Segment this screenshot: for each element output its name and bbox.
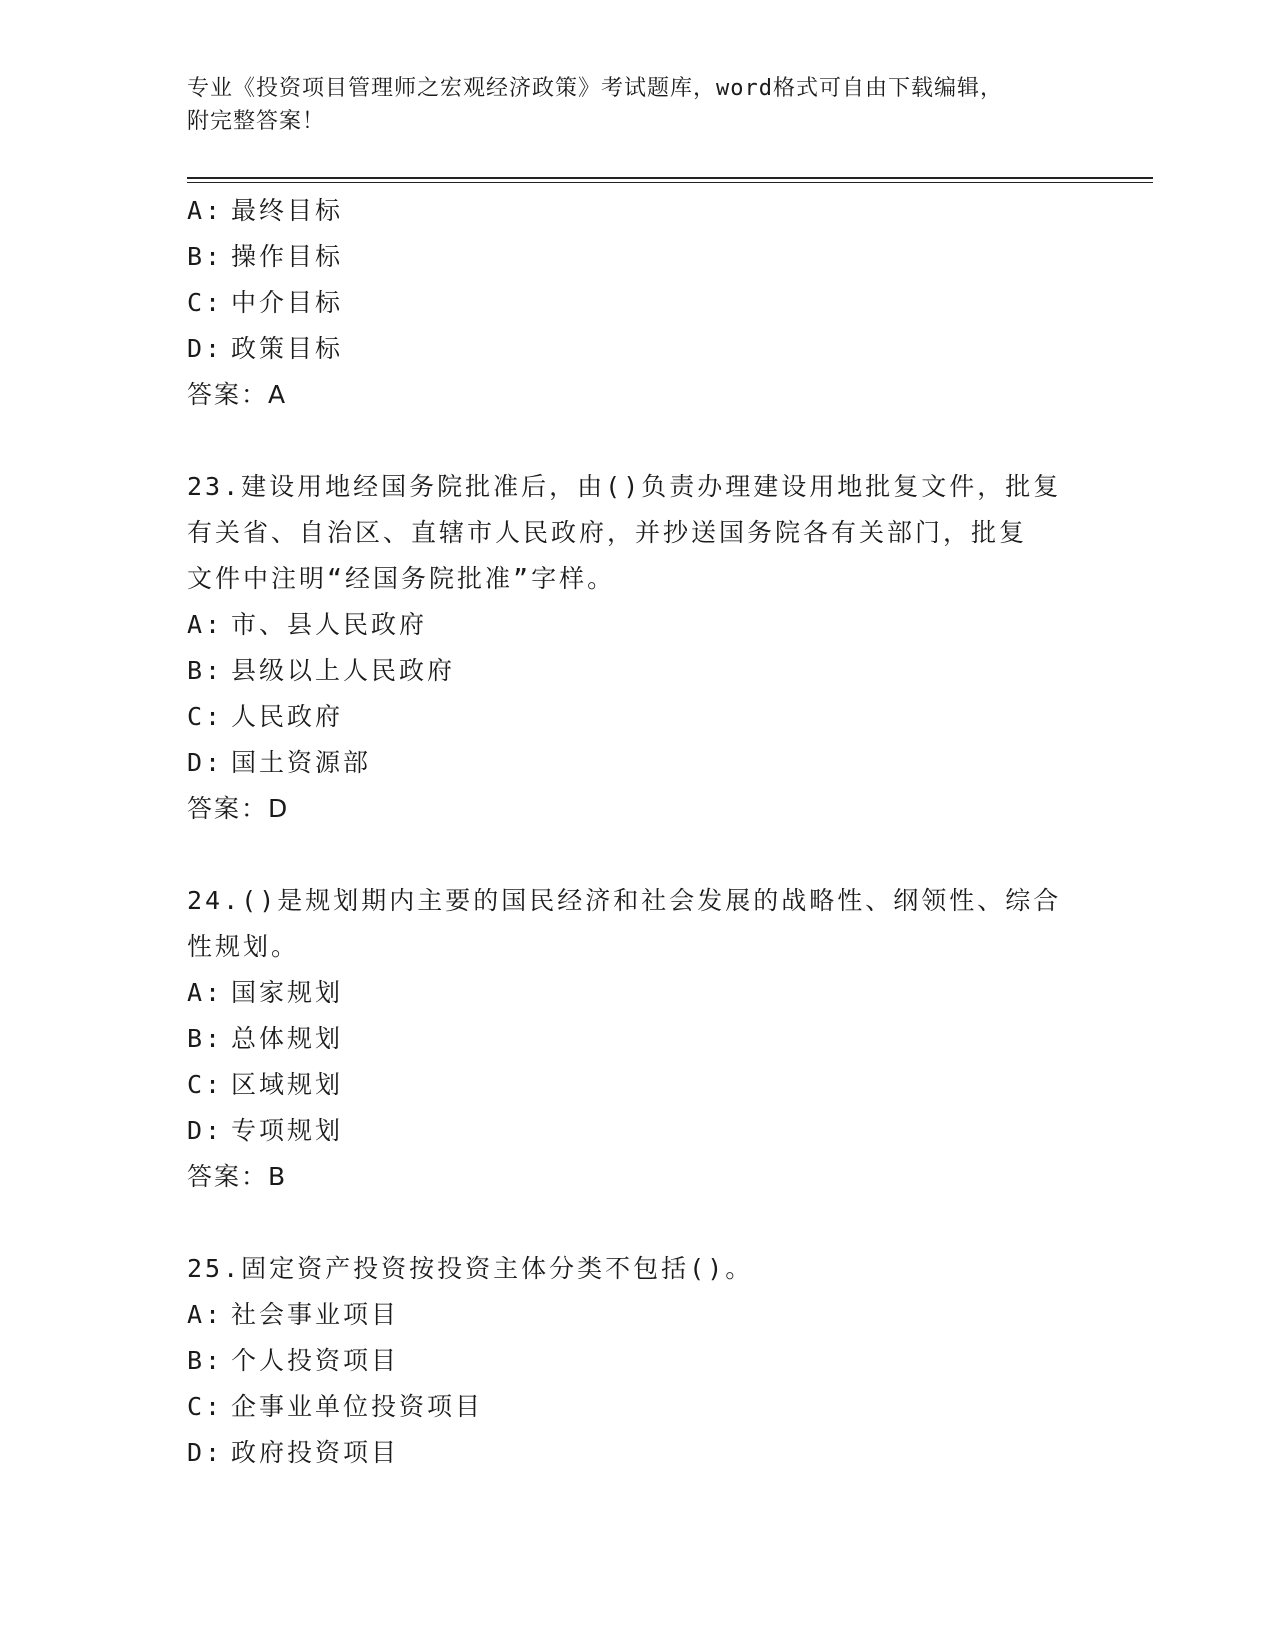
option-c: C: 企事业单位投资项目 — [187, 1392, 484, 1421]
option-a: A: 国家规划 — [187, 978, 344, 1007]
answer-line: 答案：B — [187, 1162, 288, 1191]
option-b: B: 县级以上人民政府 — [187, 656, 456, 685]
question-stem: 24.()是规划期内主要的国民经济和社会发展的战略性、纲领性、综合 性规划。 — [187, 886, 1062, 961]
question-stem: 25.固定资产投资按投资主体分类不包括()。 — [187, 1254, 754, 1283]
answer-line: 答案：A — [187, 380, 288, 409]
option-c: C: 中介目标 — [187, 288, 344, 317]
header-line-2: 附完整答案！ — [187, 109, 326, 134]
option-b: B: 个人投资项目 — [187, 1346, 400, 1375]
document-header — [187, 72, 1087, 138]
option-a: A: 市、县人民政府 — [187, 610, 428, 639]
question-24 — [187, 878, 1087, 1200]
option-d: D: 政府投资项目 — [187, 1438, 400, 1467]
option-b: B: 总体规划 — [187, 1024, 344, 1053]
option-d: D: 专项规划 — [187, 1116, 344, 1145]
header-line-1: 专业《投资项目管理师之宏观经济政策》考试题库，word格式可自由下载编辑， — [187, 76, 1003, 101]
question-22-continuation — [187, 188, 1087, 418]
option-a: A: 最终目标 — [187, 196, 344, 225]
option-d: D: 政策目标 — [187, 334, 344, 363]
answer-line: 答案：D — [187, 794, 290, 823]
question-25 — [187, 1246, 1087, 1476]
question-list — [187, 188, 1087, 1476]
question-stem: 23.建设用地经国务院批准后，由()负责办理建设用地批复文件，批复 有关省、自治区、直辖市人民政府，并抄送国务院各有关部门，批复 文件中注明“经国务院批准”字样。 — [187, 472, 1062, 593]
option-d: D: 国土资源部 — [187, 748, 372, 777]
header-divider-thick — [187, 177, 1153, 179]
header-divider-thin — [187, 182, 1153, 183]
option-c: C: 区域规划 — [187, 1070, 344, 1099]
option-c: C: 人民政府 — [187, 702, 344, 731]
option-a: A: 社会事业项目 — [187, 1300, 400, 1329]
question-23 — [187, 464, 1087, 832]
option-b: B: 操作目标 — [187, 242, 344, 271]
